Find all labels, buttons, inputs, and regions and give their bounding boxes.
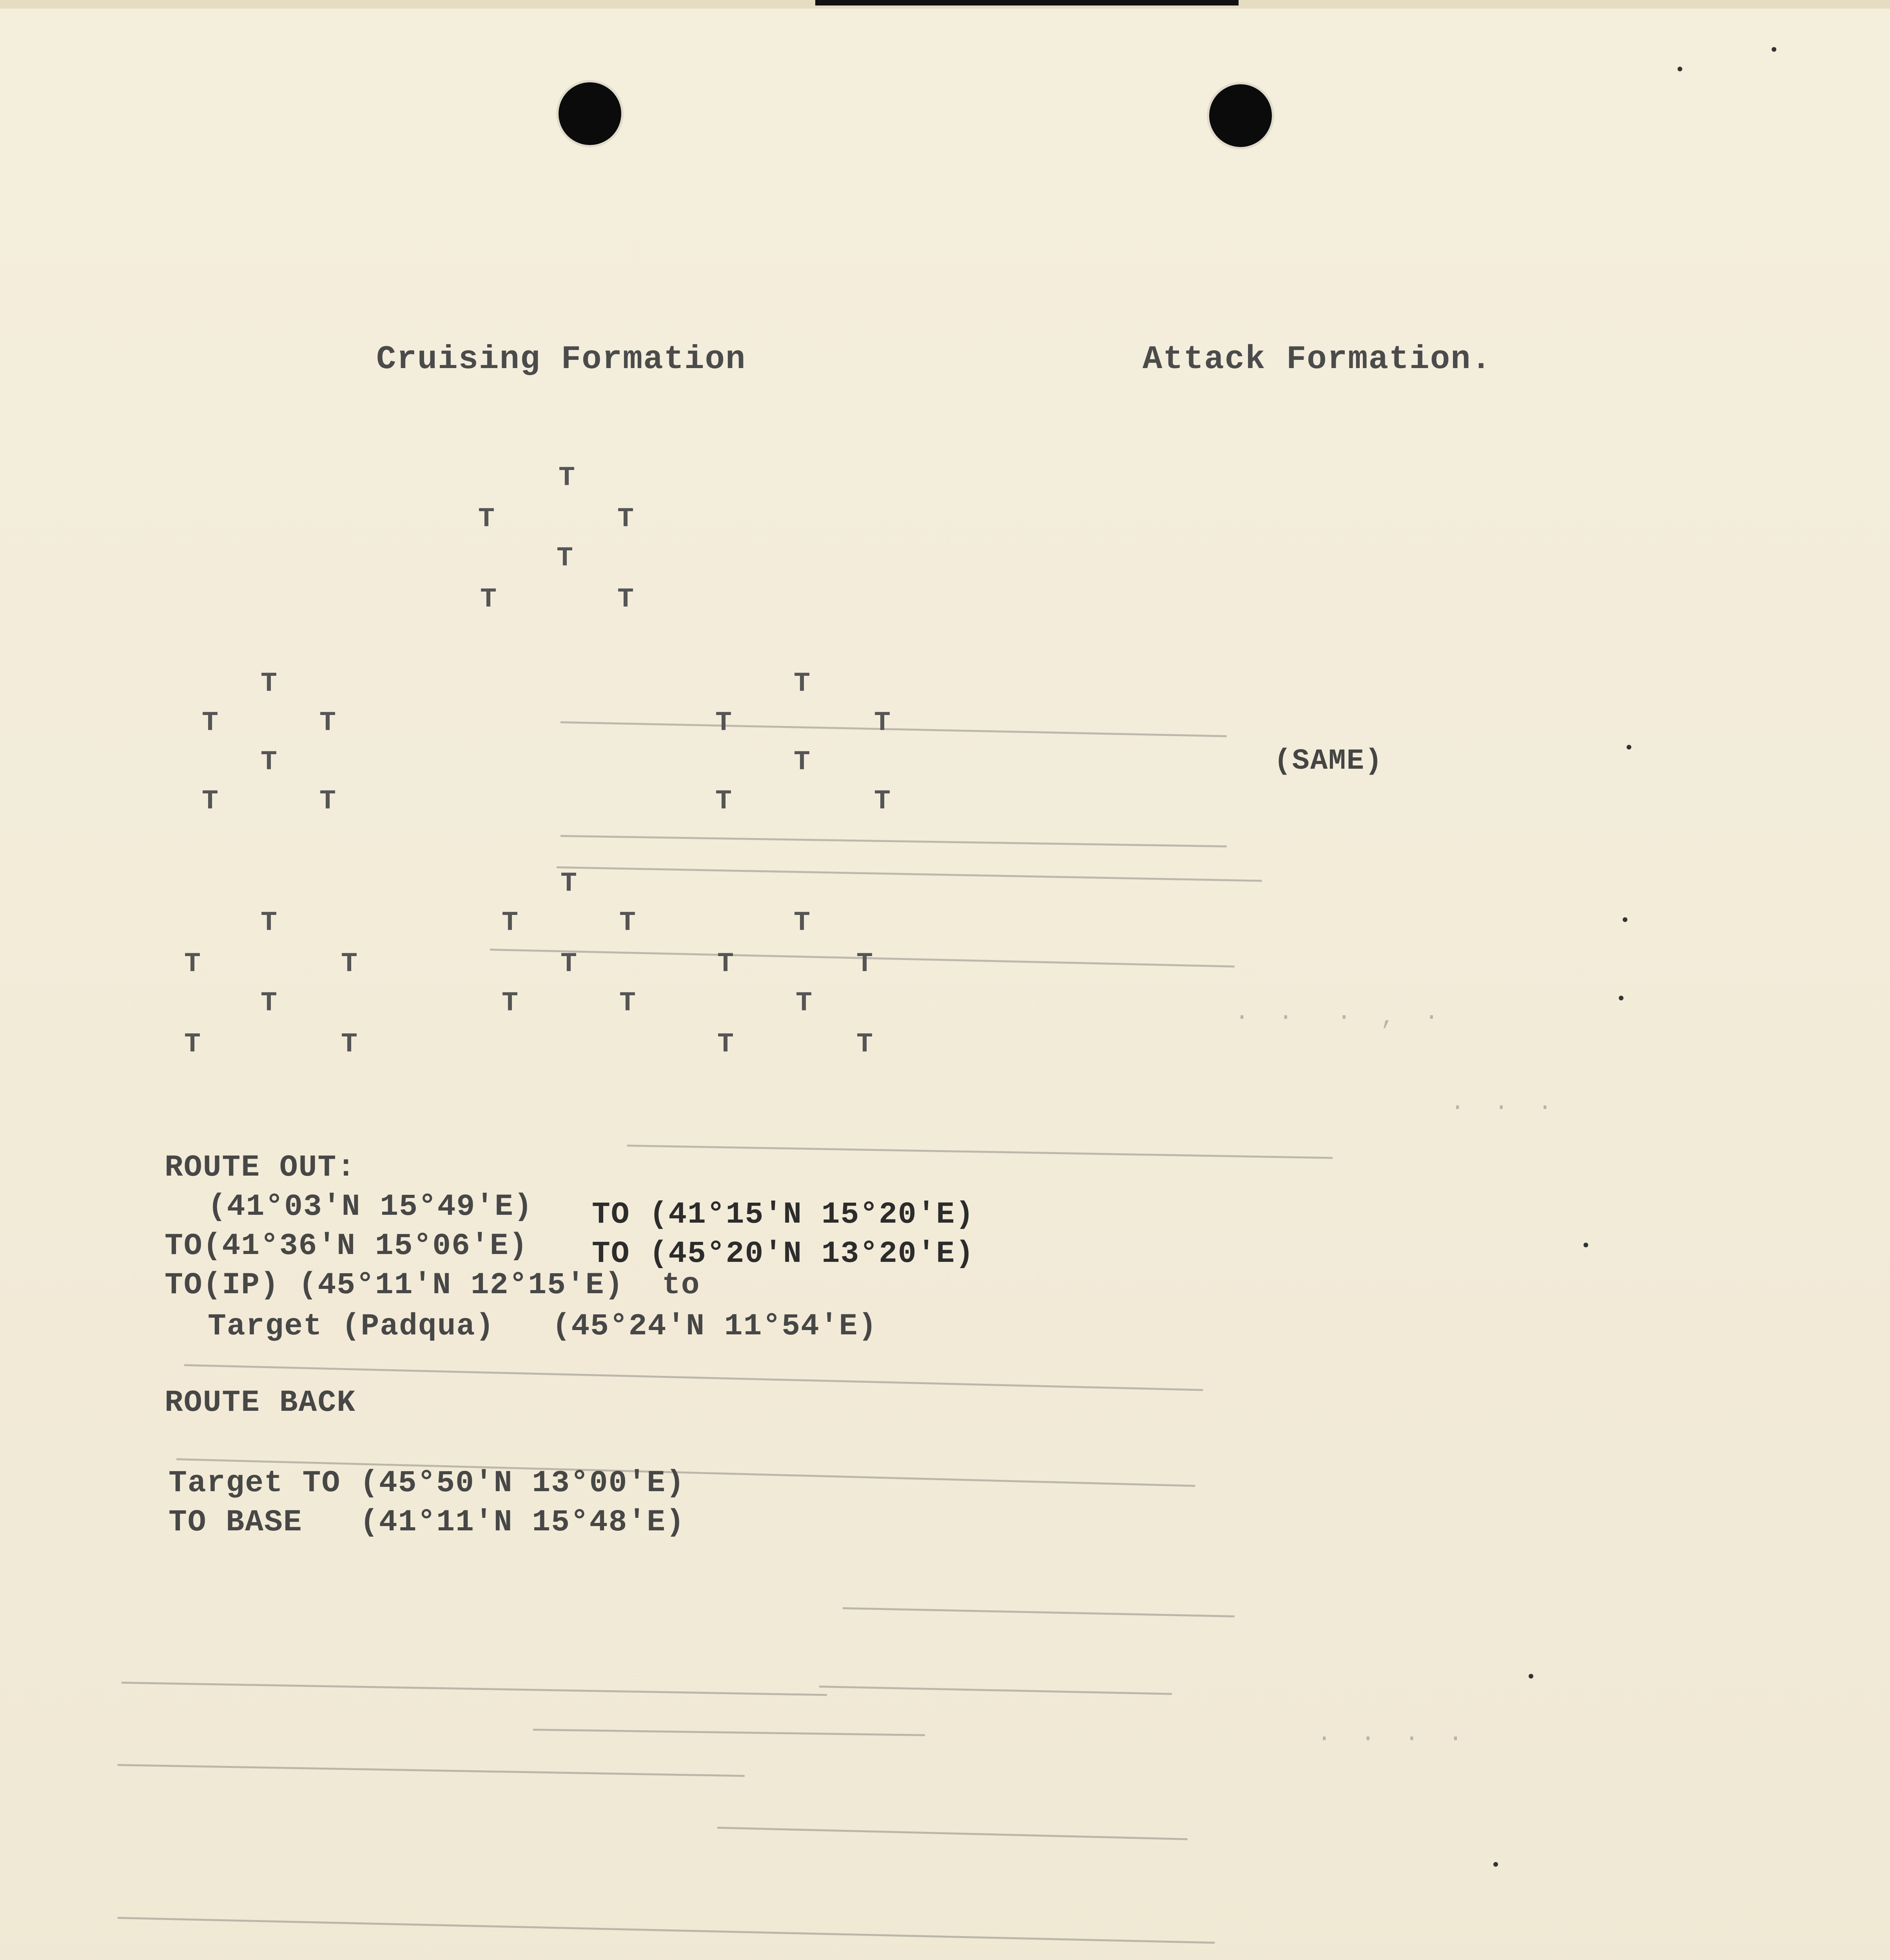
bleed-through-text: · · · ·: [1317, 1725, 1463, 1753]
ink-speck: [1623, 917, 1627, 922]
ink-speck: [1627, 745, 1631, 750]
aircraft-marker: T: [560, 868, 578, 899]
aircraft-marker: T: [717, 1029, 735, 1060]
route-out-waypoint-1: (41°03'N 15°49'E): [208, 1190, 533, 1224]
route-out-ip: TO(IP) (45°11'N 12°15'E) to: [165, 1268, 700, 1303]
route-out-target: Target (Padqua) (45°24'N 11°54'E): [208, 1309, 878, 1344]
route-back-waypoint-1: Target TO (45°50'N 13°00'E): [169, 1466, 685, 1501]
aircraft-marker: T: [617, 584, 635, 615]
aircraft-marker: T: [202, 708, 219, 739]
aircraft-marker: T: [794, 907, 811, 938]
aircraft-marker: T: [557, 543, 574, 574]
route-out-waypoint-2: TO (41°15'N 15°20'E): [592, 1198, 975, 1232]
aircraft-marker: T: [502, 988, 519, 1019]
aircraft-marker: T: [319, 708, 337, 739]
aircraft-marker: T: [559, 463, 576, 494]
cruising-formation-heading: Cruising Formation: [376, 341, 746, 378]
aircraft-marker: T: [478, 504, 496, 535]
aircraft-marker: T: [341, 949, 359, 980]
aircraft-marker: T: [794, 668, 811, 699]
top-binding-strip: [815, 0, 1239, 5]
punch-hole-right: [1209, 84, 1272, 147]
aircraft-marker: T: [617, 504, 635, 535]
aircraft-marker: T: [319, 786, 337, 817]
aircraft-marker: T: [796, 988, 813, 1019]
aircraft-marker: T: [560, 949, 578, 980]
route-out-waypoint-4: TO (45°20'N 13°20'E): [592, 1237, 975, 1271]
route-back-base: TO BASE (41°11'N 15°48'E): [169, 1505, 685, 1540]
ink-speck: [1583, 1243, 1588, 1247]
route-out-label: ROUTE OUT:: [165, 1151, 356, 1185]
aircraft-marker: T: [261, 988, 278, 1019]
ink-speck: [1619, 996, 1623, 1000]
ink-speck: [1529, 1674, 1533, 1679]
aircraft-marker: T: [184, 1029, 202, 1060]
route-back-label: ROUTE BACK: [165, 1386, 356, 1420]
bleed-through-text: · · · , ·: [1235, 1004, 1439, 1031]
punch-hole-left: [559, 82, 621, 145]
attack-formation-heading: Attack Formation.: [1143, 341, 1492, 378]
aircraft-marker: T: [202, 786, 219, 817]
aircraft-marker: T: [480, 584, 498, 615]
aircraft-marker: T: [715, 708, 733, 739]
aircraft-marker: T: [874, 708, 892, 739]
aircraft-marker: T: [874, 786, 892, 817]
bleed-through-text: · · ·: [1450, 1094, 1553, 1122]
aircraft-marker: T: [261, 747, 278, 778]
aircraft-marker: T: [341, 1029, 359, 1060]
aircraft-marker: T: [619, 907, 637, 938]
aircraft-marker: T: [856, 1029, 874, 1060]
route-out-waypoint-3: TO(41°36'N 15°06'E): [165, 1229, 528, 1263]
ink-speck: [1678, 67, 1682, 71]
ink-speck: [1772, 47, 1776, 52]
aircraft-marker: T: [502, 907, 519, 938]
aircraft-marker: T: [619, 988, 637, 1019]
aircraft-marker: T: [184, 949, 202, 980]
aircraft-marker: T: [794, 747, 811, 778]
aircraft-marker: T: [856, 949, 874, 980]
ink-speck: [1493, 1862, 1498, 1867]
aircraft-marker: T: [715, 786, 733, 817]
aircraft-marker: T: [717, 949, 735, 980]
aircraft-marker: T: [261, 668, 278, 699]
aircraft-marker: T: [261, 907, 278, 938]
attack-formation-same-note: (SAME): [1274, 745, 1383, 778]
